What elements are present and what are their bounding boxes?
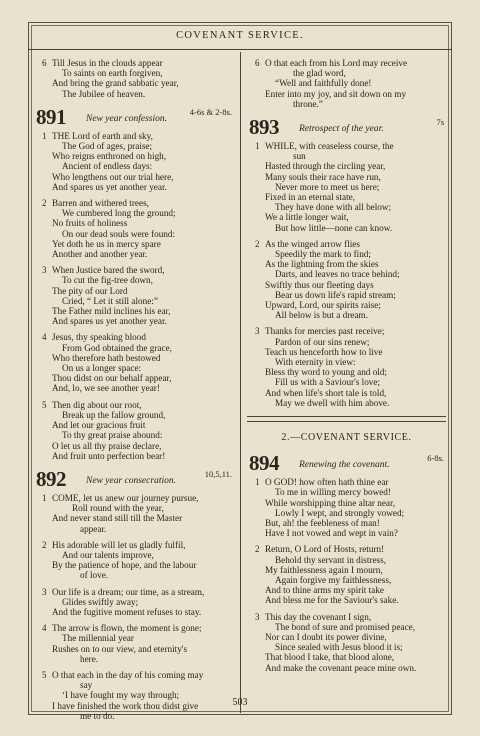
verse-line: O that each from his Lord may receive (265, 58, 408, 68)
verse-line: And our talents improve, (62, 549, 154, 560)
hymn-893-verse-3 (247, 326, 446, 408)
section-divider (247, 416, 446, 422)
verse-line: We a little longer wait, (265, 212, 349, 223)
hymn-892-verse-3 (34, 587, 234, 618)
verse-line: Bear us down life's rapid stream; (275, 289, 396, 300)
verse-line: Upward, Lord, our spirits raise; (265, 300, 381, 311)
verse-line: here. (80, 653, 99, 664)
verse-line: Nor can I doubt its power divine, (265, 631, 387, 642)
verse-number: 2 (42, 198, 47, 209)
hymn-891-verse-1 (34, 131, 234, 192)
hymn-number: 891 (36, 104, 66, 129)
verse-line: “Well and faithfully done! (275, 78, 372, 89)
verse-line: This day the covenant I sign, (265, 611, 372, 622)
verse-line: And let our gracious fruit (52, 420, 146, 431)
verse-line: I have finished the work thou didst give (52, 700, 199, 711)
verse-line: THE Lord of earth and sky, (52, 130, 153, 141)
verse-line: Roll round with the year, (72, 503, 164, 514)
hymn-meter: 7s (436, 117, 444, 128)
verse-line: As the winged arrow flies (265, 238, 360, 249)
verse-line: Glides swiftly away; (62, 596, 139, 607)
verse-line: May we dwell with him above. (275, 397, 390, 408)
verse-line: Till Jesus in the clouds appear (52, 58, 163, 68)
verse-line: Cried, “ Let it still alone:” (62, 295, 158, 306)
verse-line: Our life is a dream; our time, as a stream, (52, 586, 205, 597)
verse-line: The arrow is flown, the moment is gone; (52, 623, 202, 634)
hymn-894-header (247, 451, 446, 475)
verse-line: Rushes on to our view, and eternity's (52, 643, 188, 654)
verse-line: say (80, 680, 93, 691)
verse-line: Thanks for mercies past receive; (265, 326, 385, 337)
verse-number: 4 (42, 332, 47, 343)
verse-line: And fruit unto perfection bear! (52, 450, 166, 461)
hymn-892-verse-1 (34, 493, 234, 534)
verse-number: 2 (42, 539, 47, 550)
verse-line: Ancient of endless days: (62, 161, 153, 172)
verse-line: And the fugitive moment refuses to stay. (52, 606, 202, 617)
verse-line: With eternity in view: (275, 357, 356, 368)
hymn-894-verse-1 (247, 477, 446, 538)
verse-line: And when life's short tale is told, (265, 387, 387, 398)
hymn-892-verse-5 (34, 670, 234, 721)
verse-line: And spares us yet another year. (52, 316, 167, 327)
left-column (34, 58, 234, 727)
verse-number: 6 (255, 58, 260, 68)
verse-line: They have done with all below; (275, 202, 392, 213)
verse-line: Who reigns enthroned on high, (52, 151, 167, 162)
verse-line: Bless thy word to young and old; (265, 367, 387, 378)
verse-line: The pity of our Lord (52, 285, 128, 296)
verse-line: Hasted through the circling year, (265, 161, 386, 172)
verse-line: As the lightning from the skies (265, 259, 379, 270)
verse-line: Behold thy servant in distress, (275, 554, 387, 565)
hymn-number: 893 (249, 115, 279, 140)
verse-line: ‘I have fought my way through; (62, 690, 180, 701)
hymn-891-header (34, 105, 234, 129)
verse-number: 1 (255, 477, 260, 488)
verse-line: Who lengthens out our trial here, (52, 171, 174, 182)
verse-line: On us a longer space: (62, 363, 142, 374)
verse-line: We cumbered long the ground; (62, 208, 176, 219)
verse-line: And make the covenant peace mine own. (265, 662, 417, 673)
verse-number: 3 (42, 586, 47, 597)
verse-line: O that each in the day of his coming may (52, 669, 204, 680)
verse-line: From God obtained the grace, (62, 342, 172, 353)
verse-line: The Father mild inclines his ear, (52, 306, 171, 317)
verse-number: 4 (42, 623, 47, 634)
verse-line: And to thine arms my spirit take (265, 585, 384, 596)
verse-line: Many souls their race have run, (265, 171, 381, 182)
verse-number: 3 (255, 326, 260, 337)
verse-line: Pardon of our sins renew; (275, 336, 370, 347)
verse-number: 2 (255, 238, 260, 249)
hymn-number: 892 (36, 466, 66, 491)
verse-number: 5 (42, 669, 47, 680)
verse-line: But, ah! the feebleness of man! (265, 517, 380, 528)
verse-line: COME, let us anew our journey pursue, (52, 492, 199, 503)
verse-line: Lowly I wept, and strongly vowed; (275, 507, 405, 518)
verse-number: 1 (42, 492, 47, 503)
verse-line: To cut the fig-tree down, (62, 275, 153, 286)
verse-line: Then dig about our root, (52, 399, 142, 410)
hymn-893-verse-2 (247, 239, 446, 321)
hymn-893-header (247, 115, 446, 139)
verse-line: And bring the grand sabbatic year, (52, 78, 179, 89)
verse-line: And, lo, we see another year! (52, 383, 160, 394)
verse-line: Break up the fallow ground, (62, 409, 166, 420)
verse-line: All below is but a dream. (275, 310, 368, 321)
header-rule (28, 49, 452, 50)
verse-number: 5 (42, 399, 47, 410)
hymn-892-header (34, 467, 234, 491)
verse-line: Fill us with a Saviour's love; (275, 377, 381, 388)
hymn-892-verse-4 (34, 623, 234, 664)
hymn-890-verse-6 (34, 58, 234, 99)
verse-line: On our dead souls were found: (62, 228, 176, 239)
verse-line: When Justice bared the sword, (52, 265, 165, 276)
verse-line: Never more to meet us here; (275, 181, 380, 192)
hymn-891-verse-3 (34, 265, 234, 326)
verse-line: Fixed in an eternal state, (265, 192, 356, 203)
hymn-894-verse-3 (247, 612, 446, 673)
verse-line: And never stand still till the Master (52, 513, 183, 524)
verse-line: Since sealed with Jesus blood it is; (275, 642, 403, 653)
hymn-title: Renewing the covenant. (299, 460, 390, 471)
verse-line: His adorable will let us gladly fulfil, (52, 539, 186, 550)
verse-line: me to do. (80, 710, 115, 721)
verse-line: throne.” (293, 98, 323, 109)
verse-line: But how little—none can know. (275, 222, 393, 233)
hymn-meter: 4-6s & 2-8s. (189, 106, 232, 117)
hymn-891-verse-2 (34, 198, 234, 259)
verse-line: My faithlessness again I mourn, (265, 564, 383, 575)
hymn-meter: 6-8s. (427, 453, 444, 464)
verse-line: To thy great praise abound: (62, 430, 163, 441)
section-title: 2.—COVENANT SERVICE. (281, 432, 412, 444)
verse-line: sun (293, 151, 306, 162)
hymn-894-verse-2 (247, 544, 446, 605)
verse-line: Who therefore hath bestowed (52, 352, 161, 363)
verse-line: And spares us yet another year. (52, 181, 167, 192)
verse-line: Darts, and leaves no trace behind; (275, 269, 400, 280)
verse-line: Again forgive my faithlessness, (275, 574, 392, 585)
right-column (247, 58, 446, 679)
verse-line: Have I not vowed and wept in vain? (265, 528, 398, 539)
hymn-number: 894 (249, 451, 279, 476)
hymn-893-verse-1 (247, 141, 446, 233)
verse-line: Thou didst on our behalf appear, (52, 373, 172, 384)
verse-number: 1 (42, 130, 47, 141)
verse-line: That blood I take, that blood alone, (265, 652, 395, 663)
hymn-title: New year confession. (86, 113, 168, 124)
verse-line: Teach us henceforth how to live (265, 346, 383, 357)
verse-line: The millennial year (62, 633, 134, 644)
verse-line: Speedily the mark to find; (275, 249, 371, 260)
verse-line: WHILE, with ceaseless course, the (265, 141, 394, 152)
verse-line: While worshipping thine altar near, (265, 497, 396, 508)
running-head: COVENANT SERVICE. (176, 30, 304, 41)
verse-line: Barren and withered trees, (52, 198, 149, 209)
hymn-892-verse-6 (247, 58, 446, 109)
hymn-891-verse-4 (34, 332, 234, 393)
hymn-892-verse-2 (34, 540, 234, 581)
verse-line: Another and another year. (52, 249, 148, 260)
hymn-title: New year consecration. (86, 475, 176, 486)
verse-line: of love. (80, 570, 109, 581)
verse-line: The bond of sure and promised peace, (275, 621, 416, 632)
verse-line: To saints on earth forgiven, (62, 68, 163, 79)
verse-line: appear. (80, 523, 107, 534)
verse-line: the glad word, (293, 68, 346, 79)
verse-line: And bless me for the Saviour's sake. (265, 595, 399, 606)
verse-line: O let us all thy praise declare, (52, 440, 162, 451)
verse-line: Swiftly thus our fleeting days (265, 279, 374, 290)
hymn-891-verse-5 (34, 400, 234, 461)
hymn-meter: 10,5,11. (204, 468, 232, 479)
verse-line: Yet doth he us in mercy spare (52, 238, 161, 249)
verse-line: The God of ages, praise; (62, 141, 153, 152)
verse-number: 3 (42, 265, 47, 276)
verse-line: To me in willing mercy bowed! (275, 487, 391, 498)
verse-line: No fruits of holiness (52, 218, 128, 229)
verse-line: O GOD! how often hath thine ear (265, 477, 389, 488)
verse-line: Return, O Lord of Hosts, return! (265, 544, 385, 555)
verse-line: The Jubilee of heaven. (62, 88, 146, 99)
verse-line: Enter into my joy, and sit down on my (265, 88, 407, 99)
verse-number: 1 (255, 141, 260, 152)
verse-line: Jesus, thy speaking blood (52, 332, 146, 343)
verse-number: 6 (42, 58, 47, 68)
verse-line: By the patience of hope, and the labour (52, 560, 197, 571)
verse-number: 3 (255, 611, 260, 622)
page-number: 503 (232, 697, 248, 708)
verse-number: 2 (255, 544, 260, 555)
column-divider (240, 52, 241, 713)
hymn-title: Retrospect of the year. (299, 124, 384, 135)
